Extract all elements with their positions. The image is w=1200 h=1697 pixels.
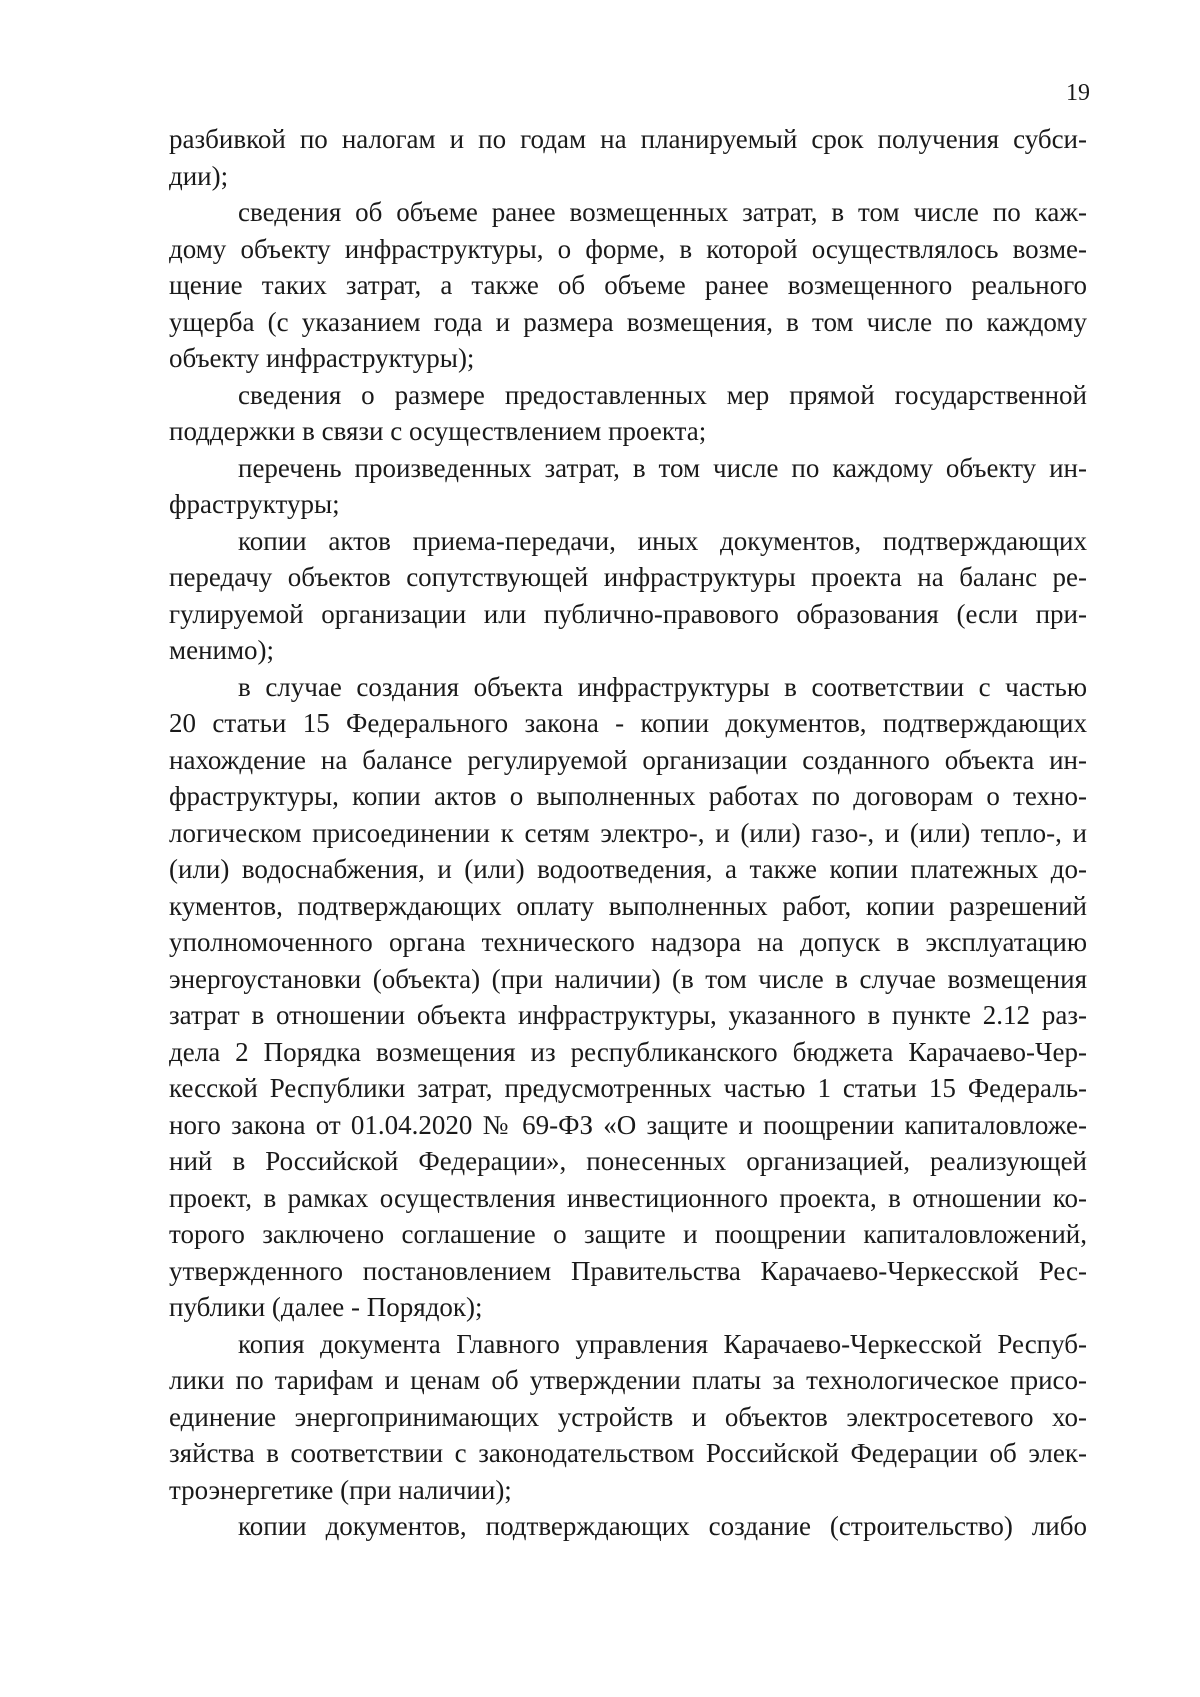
text-line: гулируемой организации или публично-правового образования (если при-	[169, 598, 1087, 629]
text-line: уполномоченного органа технического надзора на допуск в эксплуатацию	[169, 927, 1087, 957]
text-line: фраструктуры, копии актов о выполненных работах по договорам о техно-	[169, 781, 1087, 811]
text-line: копии документов, подтверждающих создание (строительство) либо	[238, 1511, 1087, 1541]
text-line: лики по тарифам и ценам об утверждении платы за технологическое присо-	[169, 1365, 1087, 1395]
text-line: сведения об объеме ранее возмещенных затрат, в том числе по каж-	[238, 197, 1087, 227]
text-line: проект, в рамках осуществления инвестиционного проекта, в отношении ко-	[169, 1182, 1087, 1213]
page-number: 19	[1066, 80, 1090, 106]
text-line: 20 статьи 15 Федерального закона - копии документов, подтверждающих	[169, 708, 1087, 738]
text-line: логическом присоединении к сетям электро-, и (или) газо-, и (или) тепло-, и	[169, 817, 1087, 848]
text-line: (или) водоснабжения, и (или) водоотведения, а также копии платежных до-	[169, 854, 1087, 884]
text-line: затрат в отношении объекта инфраструктуры, указанного в пункте 2.12 раз-	[169, 1000, 1087, 1030]
text-line: передачу объектов сопутствующей инфраструктуры проекта на баланс ре-	[169, 562, 1087, 592]
text-line: фраструктуры;	[169, 489, 340, 519]
text-line: троэнергетике (при наличии);	[169, 1474, 512, 1505]
text-line: дии);	[169, 160, 229, 191]
text-line: в случае создания объекта инфраструктуры в соответствии с частью	[238, 671, 1087, 702]
text-line: ущерба (с указанием года и размера возмещения, в том числе по каждому	[169, 306, 1087, 337]
text-line: утвержденного постановлением Правительства Карачаево-Черкесской Рес-	[169, 1255, 1087, 1286]
text-line: перечень произведенных затрат, в том числе по каждому объекту ин-	[238, 452, 1087, 483]
text-line: щение таких затрат, а также об объеме ранее возмещенного реального	[169, 270, 1087, 300]
text-line: копия документа Главного управления Карачаево-Черкесской Респуб-	[238, 1328, 1087, 1359]
text-line: поддержки в связи с осуществлением проекта;	[169, 416, 707, 446]
text-line: единение энергопринимающих устройств и объектов электросетевого хо-	[169, 1401, 1087, 1432]
text-line: менимо);	[169, 635, 275, 665]
text-line: публики (далее - Порядок);	[169, 1292, 483, 1322]
text-line: сведения о размере предоставленных мер прямой государственной	[238, 379, 1087, 410]
text-line: ного закона от 01.04.2020 № 69-ФЗ «О защите и поощрении капиталовложе-	[169, 1109, 1087, 1140]
text-line: кесской Республики затрат, предусмотренных частью 1 статьи 15 Федераль-	[169, 1073, 1087, 1103]
text-line: зяйства в соответствии с законодательством Российской Федерации об элек-	[169, 1438, 1087, 1468]
text-line: ний в Российской Федерации», понесенных организацией, реализующей	[169, 1146, 1087, 1176]
text-line: энергоустановки (объекта) (при наличии) (в том числе в случае возмещения	[169, 963, 1087, 994]
document-body	[169, 121, 1087, 1545]
text-line: нахождение на балансе регулируемой организации созданного объекта ин-	[169, 744, 1087, 775]
text-line: разбивкой по налогам и по годам на планируемый срок получения субси-	[169, 124, 1087, 154]
text-line: торого заключено соглашение о защите и поощрении капиталовложений,	[169, 1219, 1087, 1249]
text-line: объекту инфраструктуры);	[169, 343, 475, 373]
text-line: дела 2 Порядка возмещения из республиканского бюджета Карачаево-Чер-	[169, 1036, 1087, 1067]
text-line: дому объекту инфраструктуры, о форме, в которой осуществлялось возме-	[169, 233, 1087, 264]
text-line: кументов, подтверждающих оплату выполненных работ, копии разрешений	[169, 890, 1087, 921]
text-line: копии актов приема-передачи, иных документов, подтверждающих	[238, 525, 1087, 556]
